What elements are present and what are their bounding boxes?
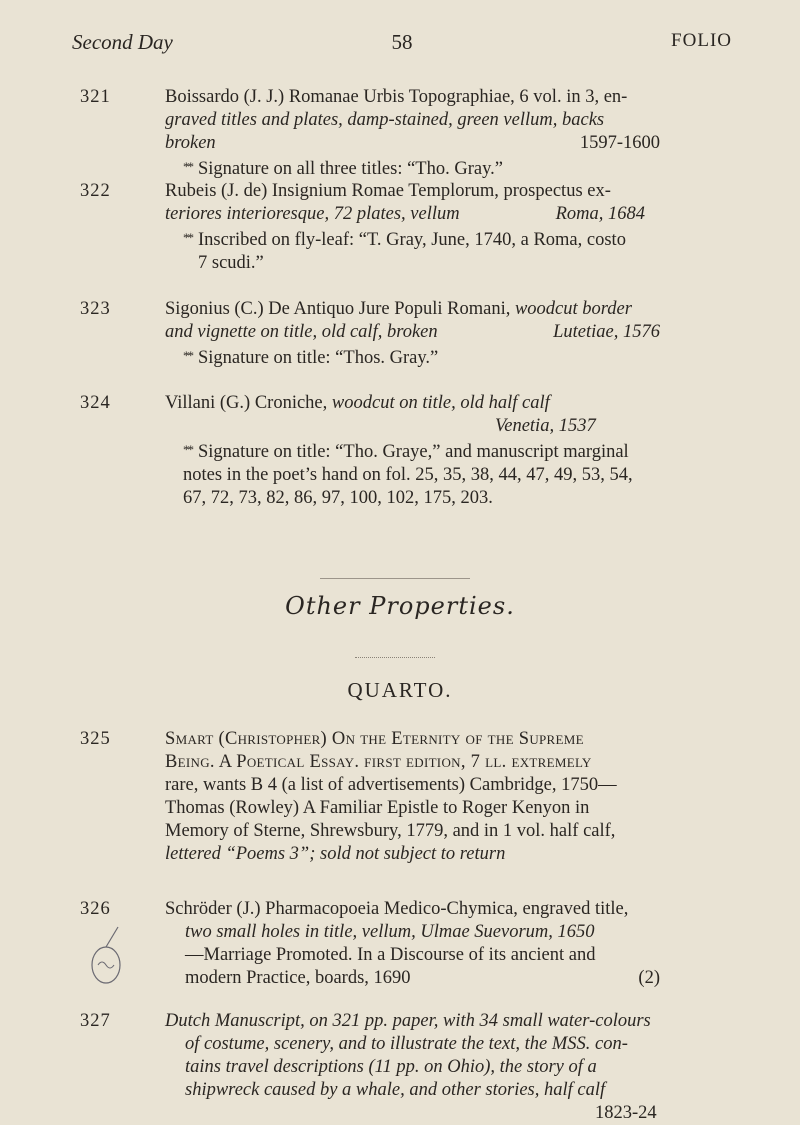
lot-326 (80, 898, 730, 990)
header-day: Second Day (72, 30, 173, 54)
lot-text: Schröder (J.) Pharmacopoeia Medico-Chymica, engraved title, (165, 899, 629, 919)
lot-text: rare, wants B 4 (a list of advertisements) Cambridge, 1750— (165, 775, 617, 795)
lot-number: 324 (80, 393, 111, 413)
lot-number: 326 (80, 899, 111, 919)
lot-324 (80, 392, 730, 510)
page-number: 58 (391, 30, 413, 54)
lot-text: modern Practice, boards, 1690 (2) (185, 968, 660, 988)
lot-text: Rubeis (J. de) Insignium Romae Templorum, prospectus ex- (165, 181, 611, 201)
lot-text: tains travel descriptions (11 pp. on Ohio), the story of a (185, 1057, 597, 1077)
lot-text: Smart (Christopher) On the Eternity of the Supreme (165, 729, 584, 749)
lot-327 (80, 1010, 730, 1125)
lot-322 (80, 180, 730, 275)
lot-321 (80, 86, 730, 181)
lot-number: 321 (80, 87, 111, 107)
lot-text: Thomas (Rowley) A Familiar Epistle to Roger Kenyon in (165, 798, 590, 818)
lot-323 (80, 298, 730, 370)
lot-text: —Marriage Promoted. In a Discourse of its ancient and (185, 945, 596, 965)
divider-rule (320, 578, 470, 579)
lot-text: broken 1597-1600 (165, 133, 660, 153)
provenance-note: ** Signature on all three titles: “Tho. Gray.” (183, 159, 503, 179)
lot-date: 1823-24 (595, 1103, 657, 1123)
lot-text: Boissardo (J. J.) Romanae Urbis Topographiae, 6 vol. in 3, en- (165, 87, 628, 107)
lot-number: 322 (80, 181, 111, 201)
header-format: FOLIO (671, 30, 732, 51)
lot-text: Being. A Poetical Essay. first edition, 7 ll. extremely (165, 752, 592, 772)
provenance-note: notes in the poet’s hand on fol. 25, 35, 38, 44, 47, 49, 53, 54, (183, 465, 633, 485)
provenance-note: ** Signature on title: “Thos. Gray.” (183, 348, 439, 368)
lot-number: 323 (80, 299, 111, 319)
lot-text: two small holes in title, vellum, Ulmae Suevorum, 1650 (185, 922, 595, 942)
section-title: Other Properties. (285, 592, 515, 620)
format-subheading: QUARTO. (347, 678, 453, 702)
lot-imprint: Venetia, 1537 (495, 416, 596, 436)
lot-number: 325 (80, 729, 111, 749)
running-header (72, 30, 732, 60)
provenance-note: 67, 72, 73, 82, 86, 97, 100, 102, 175, 203. (183, 488, 493, 508)
lot-325 (80, 728, 730, 866)
provenance-note: ** Signature on title: “Tho. Graye,” and manuscript marginal (183, 442, 629, 462)
divider-rule (355, 657, 435, 658)
provenance-note: 7 scudi.” (198, 253, 264, 273)
lot-text: Villani (G.) Croniche, woodcut on title, old half calf (165, 393, 550, 413)
lot-text: lettered “Poems 3”; sold not subject to return (165, 844, 506, 864)
lot-text: of costume, scenery, and to illustrate the text, the MSS. con- (185, 1034, 628, 1054)
lot-text: Sigonius (C.) De Antiquo Jure Populi Romani, woodcut border (165, 299, 632, 319)
lot-text: and vignette on title, old calf, broken Lutetiae, 1576 (165, 322, 660, 342)
lot-text: Dutch Manuscript, on 321 pp. paper, with 34 small water-colours (165, 1011, 651, 1031)
lot-text: shipwreck caused by a whale, and other stories, half calf (185, 1080, 606, 1100)
lot-text: teriores interioresque, 72 plates, vellum Roma, 1684 (165, 204, 645, 224)
provenance-note: ** Inscribed on fly-leaf: “T. Gray, June, 1740, a Roma, costo (183, 230, 626, 250)
lot-text: graved titles and plates, damp-stained, green vellum, backs (165, 110, 605, 130)
lot-text: Memory of Sterne, Shrewsbury, 1779, and in 1 vol. half calf, (165, 821, 616, 841)
lot-number: 327 (80, 1011, 111, 1031)
